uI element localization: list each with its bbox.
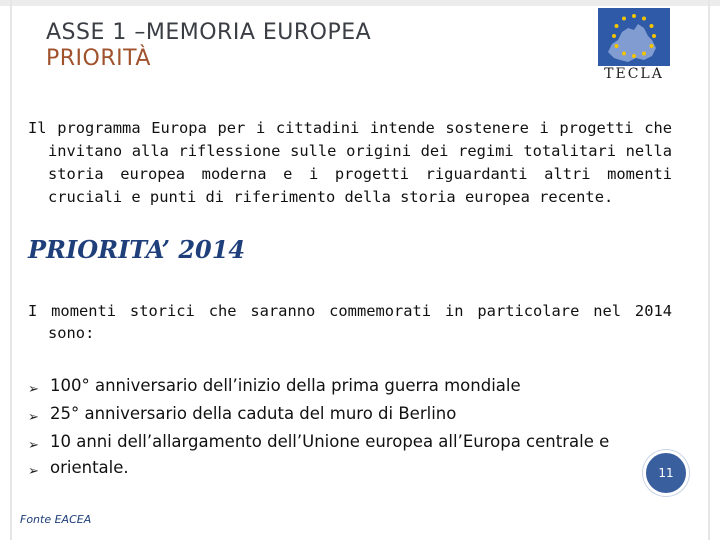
bullet-item xyxy=(28,430,668,458)
slide-title xyxy=(46,20,566,72)
logo-text: TECLA xyxy=(604,66,664,82)
source-note: Fonte EACEA xyxy=(20,513,92,526)
slide-title-line2: PRIORITÀ xyxy=(46,46,151,71)
bullet-text: 25° anniversario della caduta del muro di Berlino xyxy=(50,404,457,423)
section-title: PRIORITA’ 2014 xyxy=(28,235,246,264)
lead-paragraph: I momenti storici che saranno commemorati in particolare nel 2014 sono: xyxy=(28,302,672,342)
bullet-list xyxy=(28,374,668,484)
bullet-item xyxy=(28,402,668,430)
bullet-text: 10 anni dell’allargamento dell’Unione europea all’Europa centrale e xyxy=(50,432,610,451)
arrow-bullet-icon: ➢ xyxy=(28,410,39,425)
slide-right-edge xyxy=(708,0,710,540)
bullet-text: 100° anniversario dell’inizio della prima guerra mondiale xyxy=(50,376,521,395)
bullet-text: orientale. xyxy=(50,458,129,477)
slide-left-edge xyxy=(10,0,12,540)
arrow-bullet-icon: ➢ xyxy=(28,464,39,479)
intro-paragraph: Il programma Europa per i cittadini intende sostenere i progetti che invitano alla riflessione sulle origini dei regimi totalitari nella storia europea moderna e i progetti riguardanti altri momenti cruciali e punti di riferimento della storia europea recente. xyxy=(28,119,672,206)
bullet-item xyxy=(28,374,668,402)
slide-title-line1: ASSE 1 –MEMORIA EUROPEA xyxy=(46,20,372,45)
bullet-item xyxy=(28,456,668,484)
arrow-bullet-icon: ➢ xyxy=(28,382,39,397)
page-number-badge: 11 xyxy=(643,450,689,496)
arrow-bullet-icon: ➢ xyxy=(28,438,39,453)
